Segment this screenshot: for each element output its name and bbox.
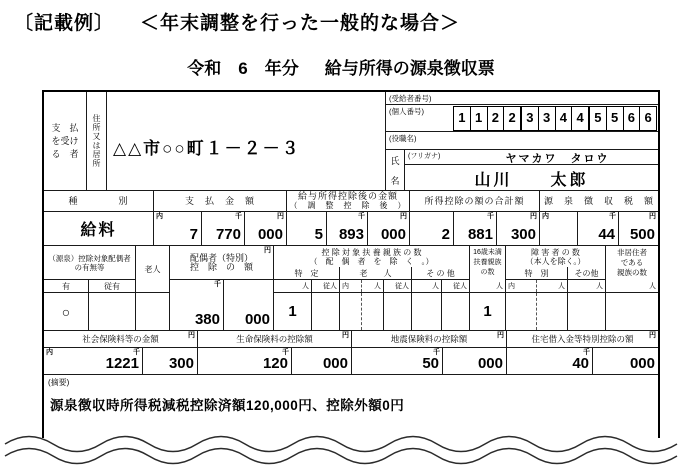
remarks-text: 源泉徴収時所得税減税控除済額120,000円、控除外額0円 [50,398,405,413]
spouse-deduction-units: 円 000 [244,247,271,328]
uchi-marker: 内 [506,280,537,292]
disabled-tokubetsu-uchi-value [506,293,537,330]
digit-box: 6 [639,107,656,130]
disabled-group [506,246,606,330]
disabled-sonota-value [568,293,605,330]
example-title: ＜年末調整を行った一般的な場合＞ [140,13,461,34]
yen-marker: 円 [649,213,656,220]
spouse-presence-group [44,246,136,330]
quake-insurance-units: 円 000 [477,332,504,372]
yen-marker: 円 [400,213,407,220]
nin-marker: 人 [362,280,384,292]
dependents-rojin-header: 老 人 [340,267,412,279]
yen-marker: 円 [497,332,504,339]
name-kanji-labels: 氏 名 [386,150,405,190]
dependents-tokutei-value: 1 [274,293,312,330]
digit-box: 6 [623,107,640,130]
deduct-units: 円 300 [497,212,540,245]
spouse-elderly-value [136,293,169,330]
spouse-ari-label: 有 [44,280,89,292]
payment-units: 円 000 [245,212,287,245]
payment-millions: 内 7 [154,212,202,245]
payment-thousands: 千 770 [202,212,245,245]
insurance-row [44,331,658,375]
form-title [0,54,682,79]
remarks-label: (摘要) [48,378,70,387]
nin-marker: 人 [412,280,442,292]
yen-marker: 円 [277,213,284,220]
dependents-row [44,246,658,331]
life-insurance-header: 生命保険料の控除額 [198,331,351,348]
deduct-thousands: 千 881 [454,212,497,245]
digit-box: 2 [503,107,520,130]
digit-box: 4 [555,107,572,130]
disabled-tokubetsu-value [537,293,568,330]
dependents-rojin-value [362,293,384,330]
tax-units: 円 500 [629,213,656,243]
yen-marker: 円 [530,213,537,220]
type-header: 種 別 [44,191,154,211]
deduct-millions: 2 [410,212,454,245]
social-insurance-header: 社会保険料等の金額 [44,331,197,348]
tax-thousands: 千 44 [578,212,619,245]
nin-marker: 人 [274,280,312,292]
after-millions: 5 [287,212,327,245]
personal-number-label: (個人番号) [389,107,424,117]
dependents-sonota-header: そ の 他 [426,268,455,278]
sen-marker: 千 [235,213,242,220]
dependents-sonota-value [412,293,442,330]
life-insurance-group [198,331,352,374]
payer-recipient-label: 支 払 を受け る 者 [44,92,87,190]
nin-marker: 人 [470,280,505,293]
personal-number-boxes [453,106,657,131]
spouse-juari-value [89,293,135,330]
digit-box: 5 [588,107,606,130]
quake-insurance-group [352,331,507,374]
spouse-deduction-thousands: 千 380 [170,280,224,330]
address-label: 住所又は居所 [87,92,107,190]
under16-value: 1 [483,303,492,320]
social-insurance-group [44,331,198,374]
yen-marker: 円 [342,332,349,339]
sen-marker: 千 [282,349,289,356]
dependents-rojin-ju-value [384,293,412,330]
form-title-main: 給与所得の源泉徴収票 [324,59,495,78]
junin-marker: 従人 [312,280,340,292]
housing-loan-thousands: 千 40 [507,348,593,374]
uchi-marker: 内 [340,280,362,292]
spouse-deduction-group [170,246,274,330]
dependents-rojin-uchi-value [340,293,362,330]
spouse-elderly-header: 老人 [136,246,169,293]
income-header-row [44,191,658,212]
junin-marker: 従人 [453,283,467,290]
total-deductions-header: 所得控除の額の合計額 [410,191,540,211]
tax-millions [540,212,578,245]
sen-marker: 千 [358,213,365,220]
digit-box: 4 [571,107,588,130]
nin-marker: 人 [596,283,603,290]
spouse-ari-value: ○ [44,293,89,330]
housing-loan-group [507,331,658,374]
address-value: △△市○○町１－２－３ [107,92,386,190]
digit-box: 1 [470,107,487,130]
nonresident-group [606,246,658,330]
uchi-marker: 内 [542,213,549,220]
dependents-sonota-ju-value [442,293,469,330]
digit-box: 3 [538,107,555,130]
income-value-row [44,212,658,246]
under16-group [470,246,506,330]
spouse-presence-header: （源泉）控除対象配偶者 の有無等 [44,246,135,280]
recipient-row [44,92,658,191]
sen-marker: 千 [583,349,590,356]
uchi-marker: 内 [46,349,53,356]
sen-marker: 千 [133,349,140,356]
housing-loan-header: 住宅借入金等特別控除の額 [507,331,658,348]
dependents-tokutei-header: 特 定 [274,267,340,279]
name-block [386,150,658,190]
digit-box: 1 [458,110,466,126]
disabled-header: 障 害 者 の 数 （本人を除く。） [525,247,586,266]
dependents-tokutei-ju-value [312,293,340,330]
yen-marker: 円 [264,247,271,254]
social-insurance-thousands: 内 千 1221 [44,348,143,374]
nin-marker: 人 [606,280,658,293]
life-insurance-thousands: 千 120 [198,348,292,374]
recipient-id-block [386,92,658,190]
remarks-section [44,375,658,439]
nonresident-header: 非居住者 である 親族の数 [617,248,647,277]
under16-header: 16歳未満 扶養親族 の数 [473,249,502,276]
sen-marker: 千 [214,281,221,288]
disabled-sonota-header: その他 [574,268,599,278]
spouse-elderly-group [136,246,170,330]
quake-insurance-thousands: 千 50 [352,348,443,374]
payment-header: 支 払 金 額 [154,191,287,211]
digit-box: 5 [606,107,623,130]
nonresident-value [606,293,658,330]
position-title-label: (役職名) [386,132,658,150]
yen-marker: 円 [649,332,656,339]
name-value: 山川 太郎 [474,172,589,189]
withholding-tax-header: 源 泉 徴 収 税 額 [543,196,654,206]
quake-insurance-header: 地震保険料の控除額 [352,331,506,348]
income-type-value: 給料 [44,212,154,245]
after-deduction-header: 給与所得控除後の金額 （ 調 整 控 除 後 ） [287,191,410,211]
digit-box: 2 [487,107,504,130]
digit-box: 3 [520,107,538,130]
sen-marker: 千 [433,349,440,356]
uchi-marker: 内 [156,213,163,220]
dependents-count-header: 控 除 対 象 扶 養 親 族 の 数 （ 配 偶 者 を 除 く 。） [309,247,434,266]
social-insurance-units: 円 300 [168,332,195,372]
spouse-deduction-header: 配偶者（特別） 控 除 の 額 [170,246,273,280]
yen-marker: 円 [188,332,195,339]
furigana-label: (フリガナ) [408,153,441,160]
furigana-value: ヤマカワ タロウ [505,153,610,165]
recipient-number-label: (受給者番号) [386,92,658,105]
personal-number-row [386,105,658,132]
after-thousands: 千 893 [327,212,368,245]
page-title [14,8,460,35]
nin-marker: 人 [537,280,568,292]
example-label: 〔記載例〕 [14,13,115,34]
tax-form-table [42,90,660,438]
life-insurance-units: 円 000 [322,332,349,372]
junin-marker: 従人 [384,280,412,292]
sen-marker: 千 [609,213,616,220]
housing-loan-units: 円 000 [629,332,656,372]
after-units: 円 000 [368,212,410,245]
disabled-tokubetsu-header: 特 別 [506,267,568,279]
dependents-count-group [274,246,470,330]
sen-marker: 千 [487,213,494,220]
spouse-juari-label: 従有 [104,281,120,291]
form-year: 令和 6 年分 [187,59,299,78]
